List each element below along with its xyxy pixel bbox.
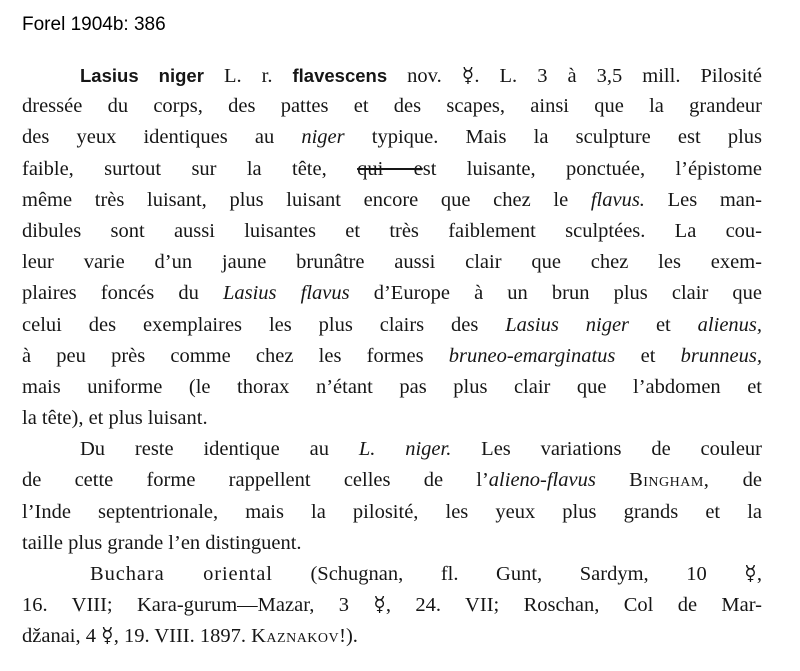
text-line: de cette forme rappellent celles de l’alieno-flavus Bingham, de <box>22 469 762 492</box>
text-line: Buchara oriental (Schugnan, fl. Gunt, Sardym, 10 ☿, <box>90 563 762 585</box>
text-line: mais uniforme (le thorax n’étant pas plus clair que l’abdomen et <box>22 375 762 398</box>
taxon-name: flavescens <box>292 65 388 86</box>
text-line: la tête), et plus luisant. <box>22 407 208 430</box>
text-line: dressée du corps, des pattes et des scapes, ainsi que la grandeur <box>22 95 762 118</box>
text-line: l’Inde septentrionale, mais la pilosité, les yeux plus grands et la <box>22 500 762 523</box>
text-line: taille plus grande l’en distinguent. <box>22 531 302 554</box>
scanned-text-block <box>22 60 762 653</box>
text-line: celui des exemplaires les plus clairs des Lasius niger et alienus, <box>22 313 763 336</box>
text-line: Du reste identique au L. niger. Les variations de couleur <box>80 438 763 461</box>
locality: Buchara oriental <box>90 563 273 585</box>
page-caption: Forel 1904b: 386 <box>22 14 166 35</box>
text-line: faible, surtout sur la tête, qui est luisante, ponctuée, l’épistome <box>22 157 762 180</box>
collector-name: Kaznakov <box>251 625 340 648</box>
taxon-genus-species: Lasius niger <box>80 65 204 86</box>
text-line: des yeux identiques au niger typique. Mais la sculpture est plus <box>22 126 762 149</box>
text-line: 16. VIII; Kara-gurum—Mazar, 3 ☿, 24. VII; Roschan, Col de Mar- <box>22 594 762 617</box>
author-name: Bingham, <box>629 469 710 492</box>
text-line: plaires foncés du Lasius flavus d’Europe à un brun plus clair que <box>22 282 762 305</box>
text-line: džanai, 4 ☿, 19. VIII. 1897. Kaznakov!). <box>22 625 358 648</box>
text-line: leur varie d’un jaune brunâtre aussi clair que chez les exem- <box>22 251 762 274</box>
struck-text: qui e <box>357 157 423 180</box>
text-line: même très luisant, plus luisant encore que chez le flavus. Les man- <box>22 188 762 211</box>
text-line: à peu près comme chez les formes bruneo-emarginatus et brunneus, <box>22 344 763 367</box>
text-line: Lasius niger L. r. flavescens nov. ☿. L. 3 à 3,5 mill. Pilosité <box>80 65 762 87</box>
text-line: dibules sont aussi luisantes et très faiblement sculptées. La cou- <box>22 219 762 242</box>
